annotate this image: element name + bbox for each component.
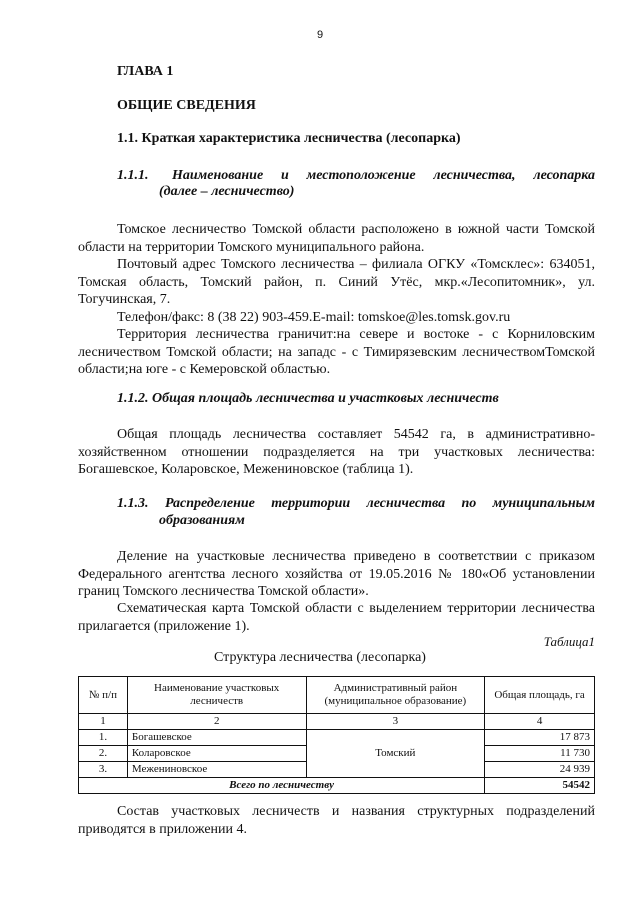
paragraph-map: Схематическая карта Томской области с выделением территории лесничества прилагается (приложение 1). xyxy=(78,601,595,634)
header-number: № п/п xyxy=(79,677,128,714)
paragraph-address: Почтовый адрес Томского лесничества – филиала ОГКУ «Томсклес»: 634051, Томская область, Томский район, п. Синий Утёс, мкр.«Лесопитомник», ул. Тогучинская, 7. xyxy=(78,257,595,307)
paragraph-location: Томское лесничество Томской области расположено в южной части Томской области на территории Томского муниципального района. xyxy=(78,222,595,255)
chapter-title: ОБЩИЕ СВЕДЕНИЯ xyxy=(117,98,256,113)
table-column-numbers-row xyxy=(79,714,595,730)
col-number-3: 3 xyxy=(306,714,485,730)
paragraph-structure: Состав участковых лесничеств и названия структурных подразделений приводятся в приложении 4. xyxy=(78,804,595,837)
section-1-1-3-title: Распределение территории лесничества по муниципальным xyxy=(165,496,595,511)
table-row xyxy=(79,730,595,746)
district-cell: Томский xyxy=(306,730,485,778)
paragraph-division: Деление на участковые лесничества приведено в соответствии с приказом Федерального агентства лесного хозяйства от 19.05.2016 № 180«Об установлении границ Томского лесничества Томской области». xyxy=(78,549,595,599)
col-number-2: 2 xyxy=(127,714,306,730)
row-name: Богашевское xyxy=(127,730,306,746)
row-area: 24 939 xyxy=(485,762,595,778)
paragraph-area: Общая площадь лесничества составляет 54542 га, в административно-хозяйственном отношении подразделяется на три участковых лесничества: Богашевское, Коларовское, Межениновское (таблица 1). xyxy=(78,427,595,477)
header-name: Наименование участковых лесничеств xyxy=(127,677,306,714)
col-number-1: 1 xyxy=(79,714,128,730)
section-1-1-1-title-cont: (далее – лесничество) xyxy=(159,184,295,199)
forestry-structure-table xyxy=(78,676,595,794)
table-label: Таблица1 xyxy=(543,634,595,649)
row-area: 11 730 xyxy=(485,746,595,762)
chapter-number: ГЛАВА 1 xyxy=(117,64,174,79)
row-number: 1. xyxy=(79,730,128,746)
col-number-4: 4 xyxy=(485,714,595,730)
total-value: 54542 xyxy=(485,778,595,794)
row-name: Межениновское xyxy=(127,762,306,778)
paragraph-borders: Территория лесничества граничит:на севере и востоке - с Корниловским лесничеством Томской области; на западс - с Тимирязевским лесничествомТомской области;на юге - с Кемеровской областью. xyxy=(78,327,595,377)
paragraph-phone: Телефон/факс: 8 (38 22) 903-459.E-mail: tomskoe@les.tomsk.gov.ru xyxy=(117,310,511,325)
page-number: 9 xyxy=(316,29,324,41)
table-header-row xyxy=(79,677,595,714)
section-1-1-2-heading: 1.1.2. Общая площадь лесничества и участковых лесничеств xyxy=(117,391,499,406)
row-number: 3. xyxy=(79,762,128,778)
row-name: Коларовское xyxy=(127,746,306,762)
table-caption: Структура лесничества (лесопарка) xyxy=(214,650,426,665)
header-area: Общая площадь, га xyxy=(485,677,595,714)
section-1-1-3-title-cont: образованиям xyxy=(159,513,245,528)
section-1-1-1-number: 1.1.1. xyxy=(117,168,149,183)
header-district: Административный район (муниципальное образование) xyxy=(306,677,485,714)
row-number: 2. xyxy=(79,746,128,762)
row-area: 17 873 xyxy=(485,730,595,746)
section-1-1-3-number: 1.1.3. xyxy=(117,496,149,511)
section-1-1-1-title: Наименование и местоположение лесничества, лесопарка xyxy=(172,168,595,183)
section-1-1-heading: 1.1. Краткая характеристика лесничества (лесопарка) xyxy=(117,131,461,146)
total-label: Всего по лесничеству xyxy=(79,778,485,794)
table-total-row xyxy=(79,778,595,794)
